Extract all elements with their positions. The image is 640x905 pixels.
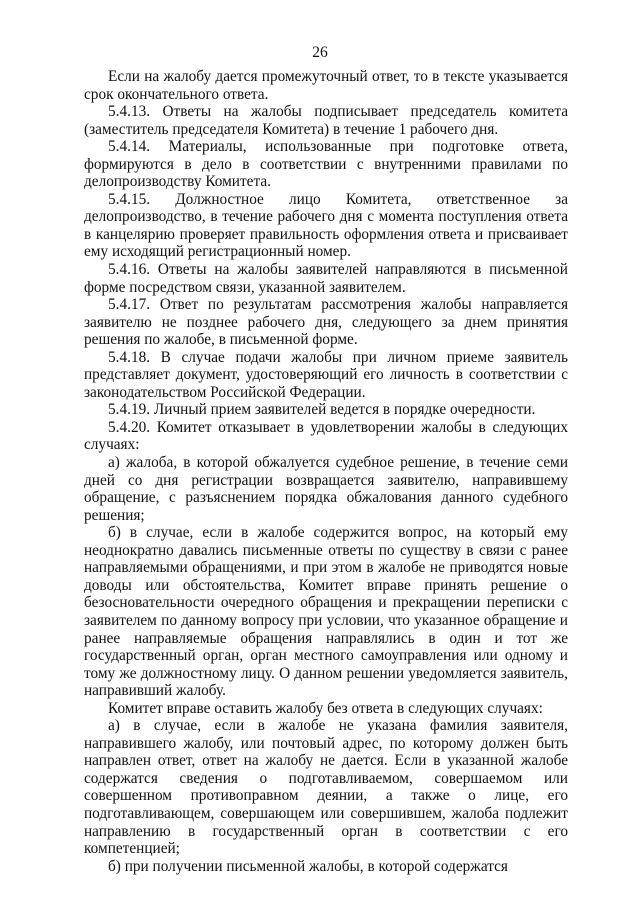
paragraph-item-a-no-surname: а) в случае, если в жалобе не указана фамилия заявителя, направившего жалобу, или почтовый адрес, по которому должен быть направлен ответ, ответ на жалобу не дается. Если в указанной жалобе содержатся сведения о подготавливаемом, совершаемом или совершенном противоправном деянии, а также о лице, его подготавливающем, совершающем или совершившем, жалоба подлежит направлению в государственный орган в соответствии с его компетенцией; xyxy=(84,717,568,858)
paragraph-5-4-14: 5.4.14. Материалы, использованные при подготовке ответа, формируются в дело в соответствии с внутренними правилами по делопроизводству Комитета. xyxy=(84,138,568,191)
paragraph-item-a-court-decision: а) жалоба, в которой обжалуется судебное решение, в течение семи дней со дня регистрации возвращается заявителю, направившему обращение, с разъяснением порядка обжалования данного судебного решения; xyxy=(84,454,568,524)
paragraph-item-b-written-complaint: б) при получении письменной жалобы, в которой содержатся xyxy=(108,857,508,875)
paragraph-5-4-13: 5.4.13. Ответы на жалобы подписывает председатель комитета (заместитель председателя Комитета) в течение 1 рабочего дня. xyxy=(84,103,568,138)
paragraph-5-4-17: 5.4.17. Ответ по результатам рассмотрения жалобы направляется заявителю не позднее рабочего дня, следующего за днем принятия решения по жалобе, в письменной форме. xyxy=(84,296,568,349)
paragraph-item-b-repeated-question: б) в случае, если в жалобе содержится вопрос, на который ему неоднократно давались письменные ответы по существу в связи с ранее направляемыми обращениями, и при этом в жалобе не приводятся новые доводы или обстоятельства, Комитет вправе принять решение о безосновательности очередного обращения и прекращении переписки с заявителем по данному вопросу при условии, что указанное обращение и ранее направляемые обращения направлялись в один и тот же государственный орган, орган местного самоуправления или одному и тому же должностному лицу. О данном решении уведомляется заявитель, направивший жалобу. xyxy=(84,524,568,700)
paragraph-5-4-20: 5.4.20. Комитет отказывает в удовлетворении жалобы в следующих случаях: xyxy=(84,418,568,454)
paragraph-5-4-15: 5.4.15. Должностное лицо Комитета, ответственное за делопроизводство, в течение рабочего дня с момента поступления ответа в канцелярию проверяет правильность оформления ответа и присваивает ему исходящий регистрационный номер. xyxy=(84,190,568,261)
paragraph-5-4-19: 5.4.19. Личный прием заявителей ведется в порядке очередности. xyxy=(108,401,536,419)
paragraph-5-4-16: 5.4.16. Ответы на жалобы заявителей направляются в письменной форме посредством связи, указанной заявителем. xyxy=(84,261,568,296)
page-number: 26 xyxy=(312,44,328,61)
paragraph-leave-without-answer: Комитет вправе оставить жалобу без ответа в следующих случаях: xyxy=(108,699,543,717)
paragraph-5-4-18: 5.4.18. В случае подачи жалобы при личном приеме заявитель представляет документ, удостоверяющий его личность в соответствии с законодательством Российской Федерации. xyxy=(84,348,568,401)
paragraph-interim-answer: Если на жалобу дается промежуточный ответ, то в тексте указывается срок окончательного ответа. xyxy=(84,68,568,103)
document-body xyxy=(84,68,568,875)
